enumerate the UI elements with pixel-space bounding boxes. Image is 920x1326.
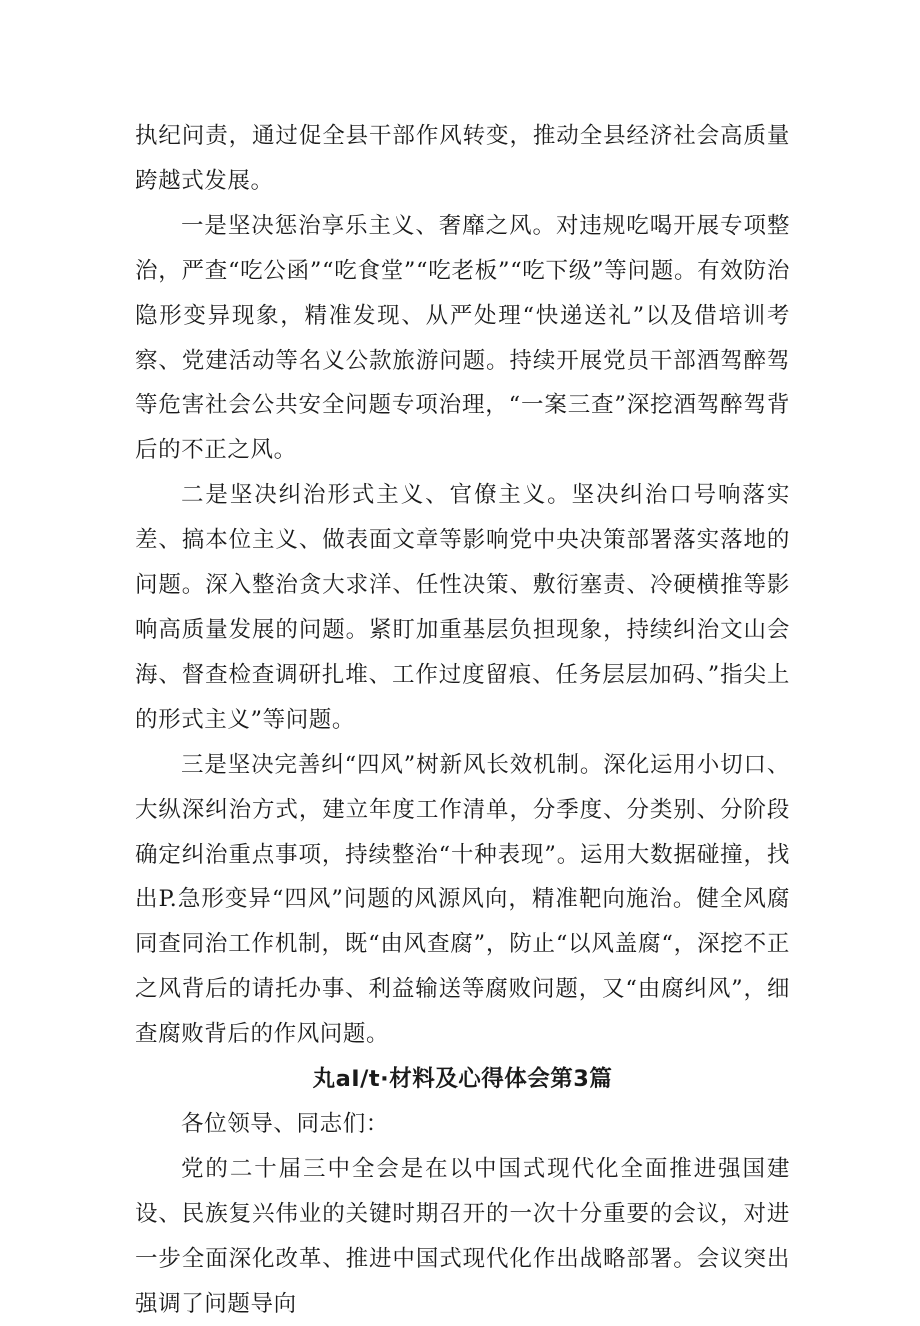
section-heading: 丸aI/t·材料及心得体会第3篇 — [312, 1066, 613, 1093]
salutation: 各位领导、同志们： — [181, 1110, 389, 1137]
paragraph-point-two: 二是坚决纠治形式主义、官僚主义。坚决纠治口号响落实差、搞本位主义、做表面文章等影响党中央决策部署落实落地的问题。深入整治贪大求洋、任性决策、敷衍塞责、冷硬横推等影响高质量发展的问题。紧盯加重基层负担现象，持续纠治文山会海、督查检查调研扎堆、工作过度留痕、任务层层加码、”指尖上的形式主义”等问题。 — [135, 482, 790, 733]
paragraph-continuation: 执纪问责，通过促全县干部作风转变，推动全县经济社会高质量跨越式发展。 — [135, 123, 790, 194]
document-page — [135, 114, 790, 1326]
paragraph-point-one: 一是坚决惩治享乐主义、奢靡之风。对违规吃喝开展专项整治，严查“吃公函”“吃食堂”“吃老板”“吃下级”等问题。有效防治隐形变异现象，精准发现、从严处理“快递送礼”以及借培训考察、党建活动等名义公款旅游问题。持续开展党员干部酒驾醉驾等危害社会公共安全问题专项治理，“一案三查”深挖酒驾醉驾背后的不正之风。 — [135, 212, 790, 464]
paragraph-opening: 党的二十届三中全会是在以中国式现代化全面推进强国建设、民族复兴伟业的关键时期召开的一次十分重要的会议，对进一步全面深化改革、推进中国式现代化作出战略部署。会议突出强调了问题导向 — [135, 1155, 790, 1317]
paragraph-point-three: 三是坚决完善纠“四风”树新风长效机制。深化运用小切口、大纵深纠治方式，建立年度工作清单，分季度、分类别、分阶段确定纠治重点事项，持续整治“十种表现”。运用大数据碰撞，找出P.急形变异“四风”问题的风源风向，精准靶向施治。健全风腐同查同治工作机制，既“由风查腐”，防止“以风盖腐“，深挖不正之风背后的请托办事、利益输送等腐败问题，又“由腐纠风”，细查腐败背后的作风问题。 — [135, 751, 790, 1048]
